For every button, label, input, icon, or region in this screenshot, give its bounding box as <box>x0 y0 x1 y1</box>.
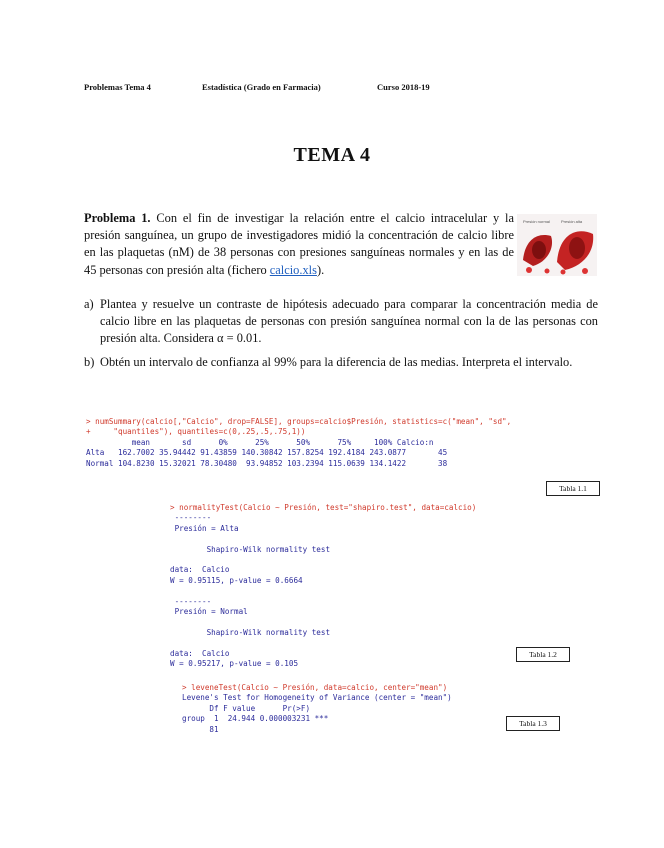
w-result-normal: W = 0.95217, p-value = 0.105 <box>170 659 299 669</box>
data-line: data: Calcio <box>170 565 230 575</box>
r-output-numsummary <box>86 417 511 469</box>
blank-line <box>170 555 476 565</box>
problem-label: Problema 1. <box>84 211 151 225</box>
r-command: > numSummary(calcio[,"Calcio", drop=FALSE], groups=calcio$Presión, statistics=c("mean", "sd", <box>86 417 512 426</box>
problem-statement <box>84 210 514 279</box>
r-command: > normalityTest(Calcio ~ Presión, test="shapiro.test", data=calcio) <box>170 503 477 512</box>
separator: -------- <box>170 596 212 606</box>
summary-header: mean sd 0% 25% 50% 75% 100% Calcio:n <box>86 437 434 447</box>
separator: -------- <box>170 513 212 523</box>
r-output-levene <box>182 683 452 735</box>
blank-line <box>170 534 476 544</box>
levene-header: Df F value Pr(>F) <box>182 703 311 713</box>
header-course-topic: Problemas Tema 4 <box>84 82 151 92</box>
file-link[interactable]: calcio.xls <box>269 262 317 277</box>
header-subject: Estadística (Grado en Farmacia) <box>202 82 321 92</box>
summary-row-alta: Alta 162.7002 35.94442 91.43859 140.30842 157.8254 192.4184 243.0877 45 <box>86 448 448 458</box>
page-title: TEMA 4 <box>293 144 371 166</box>
question-a <box>84 296 598 348</box>
levene-residual-row: 81 <box>182 724 219 734</box>
question-a-label: a) <box>84 297 94 311</box>
blank-line <box>170 586 476 596</box>
table-label-1-3: Tabla 1.3 <box>506 716 560 731</box>
test-title: Shapiro-Wilk normality test <box>170 627 331 637</box>
problem-text-end: ). <box>316 262 325 277</box>
r-command: > leveneTest(Calcio ~ Presión, data=calcio, center="mean") <box>182 683 448 692</box>
questions-list <box>84 296 598 377</box>
levene-title: Levene's Test for Homogeneity of Variance (center = "mean") <box>182 693 452 703</box>
header-year: Curso 2018-19 <box>377 82 430 92</box>
blank-line <box>170 638 476 648</box>
alpha-symbol: α <box>217 331 224 346</box>
problem-text: Con el fin de investigar la relación entre el calcio intracelular y la presión sanguínea, un grupo de investigadores midió la concentración de calcio libre en las plaquetas (nM) de 38 personas con presiones sanguíneas normales y en las de 45 personas con presión alta (fichero <box>84 211 514 277</box>
question-b-label: b) <box>84 354 95 369</box>
table-label-1-1: Tabla 1.1 <box>546 481 600 496</box>
summary-row-normal: Normal 104.8230 15.32021 78.30480 93.94852 103.2394 115.0639 134.1422 38 <box>86 458 448 468</box>
w-result-alta: W = 0.95115, p-value = 0.6664 <box>170 575 303 585</box>
data-line: data: Calcio <box>170 648 230 658</box>
table-label-1-2: Tabla 1.2 <box>516 647 570 662</box>
question-b-text: Obtén un intervalo de confianza al 99% para la diferencia de las medias. Interpreta el intervalo. <box>100 354 573 369</box>
question-b <box>84 354 598 371</box>
levene-group-row: group 1 24.944 0.000003231 *** <box>182 714 329 724</box>
group-normal: Presión = Normal <box>170 607 248 617</box>
blood-vessel-illustration <box>517 214 597 276</box>
r-output-normality <box>170 503 476 670</box>
r-command-continuation: + "quantiles"), quantiles=c(0,.25,.5,.75,1)) <box>86 427 306 437</box>
test-title: Shapiro-Wilk normality test <box>170 544 331 554</box>
group-alta: Presión = Alta <box>170 523 239 533</box>
alpha-value: = 0.01. <box>226 331 262 346</box>
illus-label-normal: Presión normal <box>523 219 550 224</box>
illus-label-high: Presión alta <box>561 219 583 224</box>
question-a-text: Plantea y resuelve un contraste de hipótesis adecuado para comparar la concentración media de calcio libre en las plaquetas de personas con presión sanguínea normal con la de las personas con presión alta. Considera <box>100 297 598 346</box>
blank-line <box>170 617 476 627</box>
